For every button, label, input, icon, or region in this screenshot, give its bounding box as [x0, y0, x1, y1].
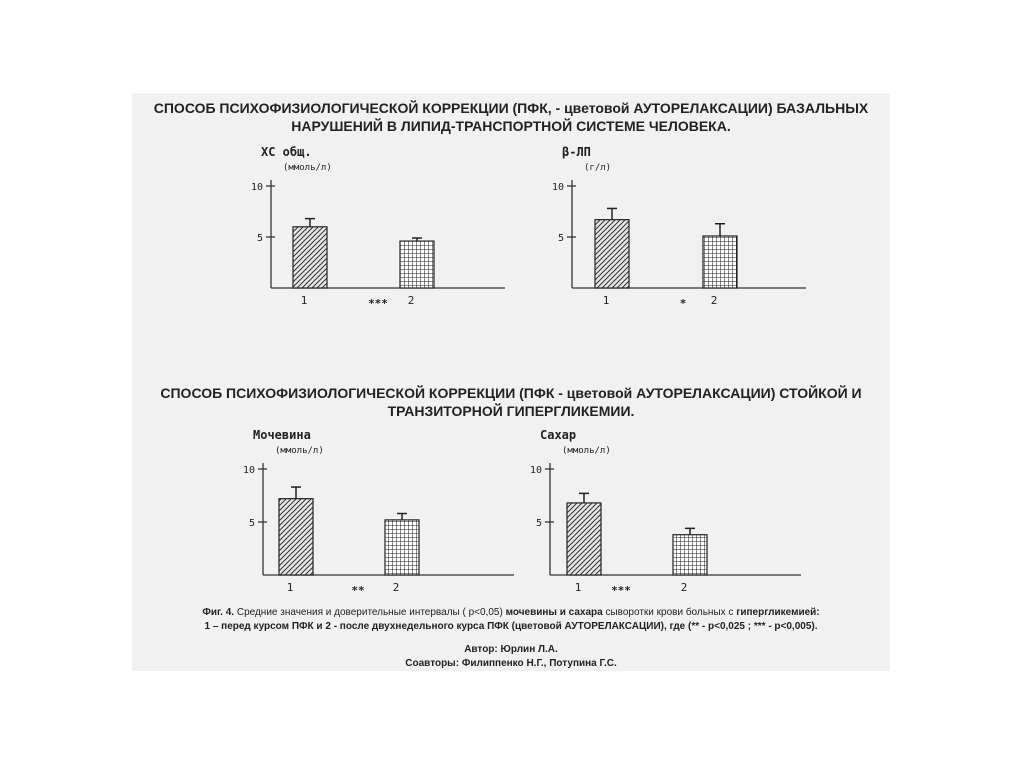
category-label: 2 [680, 581, 688, 594]
y-tick-label: 5 [535, 518, 542, 529]
category-label: 1 [574, 581, 582, 594]
bar [595, 220, 629, 288]
figure-caption-line2: 1 – перед курсом ПФК и 2 - после двухнедельного курса ПФК (цветовой АУТОРЕЛАКСАЦИИ), где (** - p<0,025 ; *** - p<0,005). [204, 621, 818, 632]
bar [703, 236, 737, 288]
chart-cholesterol [251, 145, 505, 310]
section-title-hyperglycemia: СПОСОБ ПСИХОФИЗИОЛОГИЧЕСКОЙ КОРРЕКЦИИ (ПФК - цветовой АУТОРЕЛАКСАЦИИ) СТОЙКОЙ И ТРАНЗИТОРНОЙ ГИПЕРГЛИКЕМИИ. [160, 385, 862, 419]
caption-bold2: гипергликемией: [736, 607, 820, 618]
category-label: 1 [300, 294, 308, 307]
y-axis-unit: (ммоль/л) [283, 163, 332, 173]
y-tick-label: 10 [551, 182, 564, 193]
charts-canvas [132, 93, 890, 671]
bar [293, 227, 327, 288]
bar [279, 499, 313, 575]
category-label: 1 [602, 294, 610, 307]
significance-label: * [679, 297, 687, 310]
significance-label: *** [368, 297, 388, 310]
y-axis-unit: (ммоль/л) [562, 446, 611, 456]
chart-title: ХС общ. [261, 145, 312, 159]
bar [385, 520, 419, 575]
significance-label: ** [351, 584, 365, 597]
author: Автор: Юрлин Л.А. [464, 644, 558, 655]
figure-caption-line1 [132, 606, 890, 619]
y-tick-label: 5 [248, 518, 255, 529]
caption-text2: сыворотки крови больных с [602, 607, 737, 618]
chart-beta-lp [552, 145, 806, 310]
slide [132, 93, 890, 671]
y-tick-label: 5 [256, 233, 263, 244]
y-axis-unit: (г/л) [584, 163, 612, 173]
category-label: 2 [407, 294, 415, 307]
caption-text1: Средние значения и доверительные интервалы ( p<0,05) [234, 607, 506, 618]
chart-sugar [530, 428, 801, 597]
chart-title: Сахар [540, 428, 577, 442]
chart-title: Мочевина [253, 428, 311, 442]
bar [673, 535, 707, 575]
y-tick-label: 10 [250, 182, 263, 193]
chart-title: β-ЛП [562, 145, 591, 159]
y-tick-label: 10 [242, 465, 255, 476]
chart-urea [243, 428, 514, 597]
y-tick-label: 10 [529, 465, 542, 476]
y-axis-unit: (ммоль/л) [275, 446, 324, 456]
section-title-lipid: СПОСОБ ПСИХОФИЗИОЛОГИЧЕСКОЙ КОРРЕКЦИИ (ПФК, - цветовой АУТОРЕЛАКСАЦИИ) БАЗАЛЬНЫХ НАРУШЕНИЙ В ЛИПИД-ТРАНСПОРТНОЙ СИСТЕМЕ ЧЕЛОВЕКА. [153, 100, 869, 134]
category-label: 1 [286, 581, 294, 594]
caption-fig-label: Фиг. 4. [202, 607, 235, 618]
coauthors: Соавторы: Филиппенко Н.Г., Потупина Г.С. [405, 658, 617, 669]
bar [400, 241, 434, 288]
y-tick-label: 5 [557, 233, 564, 244]
category-label: 2 [392, 581, 400, 594]
bar [567, 503, 601, 575]
significance-label: *** [611, 584, 631, 597]
caption-bold1: мочевины и сахара [505, 607, 603, 618]
category-label: 2 [710, 294, 718, 307]
